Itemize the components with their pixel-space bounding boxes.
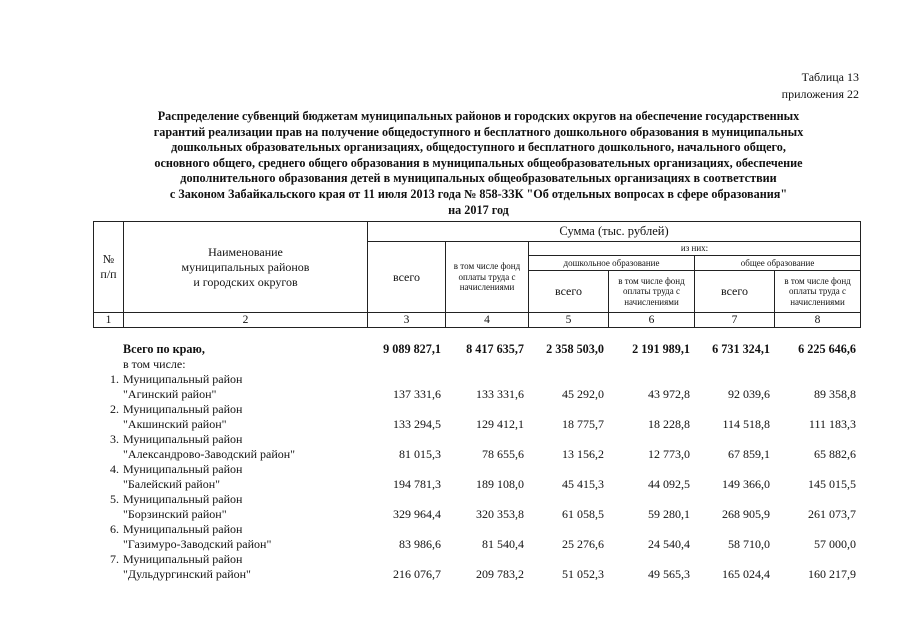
district-type: Муниципальный район: [123, 522, 243, 536]
district-name: "Балейский район": [123, 477, 221, 491]
row-value: 268 905,9: [722, 507, 770, 521]
district-name: "Газимуро-Заводский район": [123, 537, 272, 551]
row-value: 149 366,0: [722, 477, 770, 491]
header-preschool-total: всего: [529, 271, 609, 313]
table-row: [93, 417, 860, 432]
total-value: 6 731 324,1: [712, 342, 770, 356]
district-name: "Александрово-Заводский район": [123, 447, 296, 461]
header-preschool-wage-fund: в том числе фонд оплаты труда с начислениями: [609, 271, 695, 313]
district-row-head: [93, 522, 860, 537]
row-number: 6.: [110, 522, 119, 536]
district-row-head: [93, 492, 860, 507]
header-of-which: из них:: [529, 242, 861, 256]
total-value: 6 225 646,6: [798, 342, 856, 356]
district-row-head: [93, 372, 860, 387]
row-number: 3.: [110, 432, 119, 446]
row-value: 92 039,6: [728, 387, 770, 401]
row-value: 209 783,2: [476, 567, 524, 581]
row-value: 194 781,3: [393, 477, 441, 491]
header-name-line: Наименование: [208, 244, 283, 259]
table-row: [93, 387, 860, 402]
column-number: 7: [695, 313, 775, 328]
district-name: "Акшинский район": [123, 417, 227, 431]
table-row: [93, 507, 860, 522]
row-value: 261 073,7: [808, 507, 856, 521]
row-value: 111 183,3: [808, 417, 856, 431]
district-type: Муниципальный район: [123, 432, 243, 446]
table-row: [93, 537, 860, 552]
table-number: Таблица 13: [801, 70, 859, 84]
table-row: [93, 477, 860, 492]
row-value: 129 412,1: [476, 417, 524, 431]
district-type: Муниципальный район: [123, 402, 243, 416]
title-line: основного общего, среднего общего образования в муниципальных общеобразовательных организациях, обеспечение: [154, 155, 803, 170]
column-number: 5: [529, 313, 609, 328]
appendix-ref: приложения 22: [781, 87, 859, 101]
total-value: 2 358 503,0: [546, 342, 604, 356]
row-value: 81 015,3: [399, 447, 441, 461]
row-value: 160 217,9: [808, 567, 856, 581]
row-number: 7.: [110, 552, 119, 566]
table-row: [93, 567, 860, 582]
title-line: дополнительного образования детей в муниципальных общеобразовательных организациях в соответствии: [180, 171, 777, 186]
title-line: с Законом Забайкальского края от 11 июля 2013 года № 858-ЗЗК "Об отдельных вопросах в сфере образования": [169, 186, 788, 201]
total-value: 2 191 989,1: [632, 342, 690, 356]
row-value: 58 710,0: [728, 537, 770, 551]
table-row: [93, 447, 860, 462]
row-value: 67 859,1: [728, 447, 770, 461]
row-value: 114 518,8: [722, 417, 770, 431]
row-value: 78 655,6: [482, 447, 524, 461]
column-number: 1: [94, 313, 124, 328]
row-value: 65 882,6: [814, 447, 856, 461]
row-value: 216 076,7: [393, 567, 441, 581]
total-value: 8 417 635,7: [466, 342, 524, 356]
row-value: 59 280,1: [648, 507, 690, 521]
row-value: 49 565,3: [648, 567, 690, 581]
table-header: [93, 221, 861, 328]
table-body: [93, 342, 860, 582]
row-value: 329 964,4: [393, 507, 441, 521]
row-value: 83 986,6: [399, 537, 441, 551]
row-value: 133 294,5: [393, 417, 441, 431]
column-number: 4: [446, 313, 529, 328]
district-name: "Дульдургинский район": [123, 567, 251, 581]
header-preschool: дошкольное образование: [529, 256, 695, 271]
row-value: 44 092,5: [648, 477, 690, 491]
header-sum: Сумма (тыс. рублей): [368, 222, 861, 242]
column-number: 3: [368, 313, 446, 328]
column-number: 8: [775, 313, 861, 328]
column-number: 6: [609, 313, 695, 328]
row-value: 45 292,0: [562, 387, 604, 401]
district-name: "Агинский район": [123, 387, 217, 401]
including-row: [93, 357, 860, 372]
row-value: 45 415,3: [562, 477, 604, 491]
header-number-column: № п/п: [94, 222, 124, 313]
row-value: 137 331,6: [393, 387, 441, 401]
column-numbers-row: [94, 313, 861, 328]
including-label: в том числе:: [123, 357, 186, 371]
district-type: Муниципальный район: [123, 372, 243, 386]
district-type: Муниципальный район: [123, 552, 243, 566]
district-row-head: [93, 552, 860, 567]
header-name-line: муниципальных районов: [181, 259, 310, 274]
row-value: 51 052,3: [562, 567, 604, 581]
row-value: 165 024,4: [722, 567, 770, 581]
title-line: дошкольных образовательных организациях, общедоступного и бесплатного дошкольного, начального общего,: [171, 140, 786, 155]
row-number: 1.: [110, 372, 119, 386]
row-value: 18 775,7: [562, 417, 604, 431]
row-value: 89 358,8: [814, 387, 856, 401]
header-name-line: и городских округов: [193, 274, 298, 289]
column-number: 2: [124, 313, 368, 328]
row-value: 25 276,6: [562, 537, 604, 551]
header-general-total: всего: [695, 271, 775, 313]
total-row: [93, 342, 860, 357]
header-total-wage-fund: в том числе фонд оплаты труда с начислениями: [446, 242, 529, 313]
header-total: всего: [368, 242, 446, 313]
document-title: [96, 109, 861, 218]
row-value: 43 972,8: [648, 387, 690, 401]
total-value: 9 089 827,1: [383, 342, 441, 356]
title-line: на 2017 год: [448, 202, 509, 217]
row-value: 145 015,5: [808, 477, 856, 491]
title-line: Распределение субвенций бюджетам муниципальных районов и городских округов на обеспечение государственных: [157, 109, 800, 123]
table-caption: [782, 69, 859, 103]
row-value: 13 156,2: [562, 447, 604, 461]
row-value: 57 000,0: [814, 537, 856, 551]
row-number: 2.: [110, 402, 119, 416]
row-value: 133 331,6: [476, 387, 524, 401]
row-value: 18 228,8: [648, 417, 690, 431]
row-value: 189 108,0: [476, 477, 524, 491]
district-row-head: [93, 402, 860, 417]
row-value: 81 540,4: [482, 537, 524, 551]
row-number: 5.: [110, 492, 119, 506]
district-type: Муниципальный район: [123, 462, 243, 476]
district-name: "Борзинский район": [123, 507, 227, 521]
district-row-head: [93, 432, 860, 447]
header-general-wage-fund: в том числе фонд оплаты труда с начислениями: [775, 271, 861, 313]
title-line: гарантий реализации прав на получение общедоступного и бесплатного дошкольного образования в муниципальных: [153, 124, 804, 139]
row-value: 320 353,8: [476, 507, 524, 521]
header-name-column: [124, 222, 368, 313]
district-row-head: [93, 462, 860, 477]
row-value: 61 058,5: [562, 507, 604, 521]
total-row-label: Всего по краю,: [123, 342, 205, 356]
row-value: 24 540,4: [648, 537, 690, 551]
district-type: Муниципальный район: [123, 492, 243, 506]
header-general: общее образование: [695, 256, 861, 271]
row-value: 12 773,0: [648, 447, 690, 461]
row-number: 4.: [110, 462, 119, 476]
